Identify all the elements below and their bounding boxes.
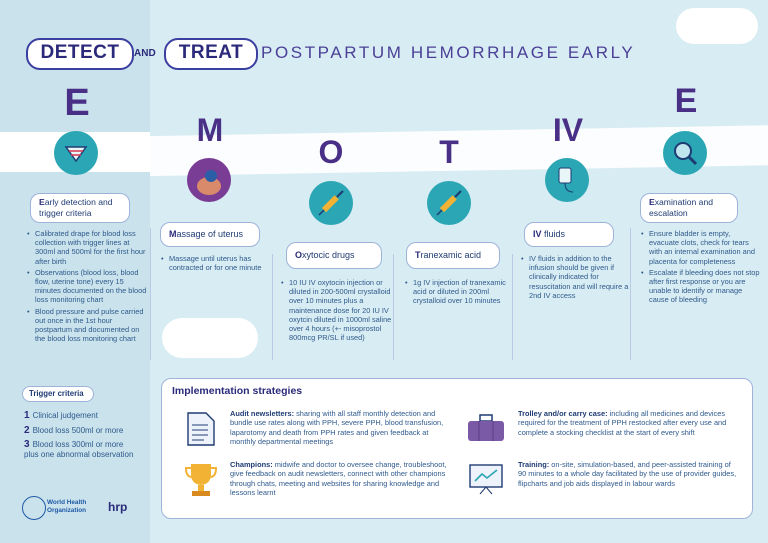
label-examination: Examination and escalation [640,193,738,223]
label-massage: Massage of uterus [160,222,260,247]
list-item: • Escalate if bleeding does not stop after first response or you are unable to identify or manage cause of bleeding [649,268,761,305]
label-tranexamic: Tranexamic acid [406,242,500,269]
list-item: • Massage until uterus has contracted or for one minute [169,254,273,272]
page-title: POSTPARTUM HEMORRHAGE EARLY [261,43,636,62]
presentation-icon [468,461,504,500]
cloud-top-right [676,8,758,44]
syringe-icon-tranexamic [427,181,471,225]
syringe-icon-oxytocic [309,181,353,225]
list-oxytocic [280,278,397,344]
suitcase-icon [466,413,506,448]
hrp-logo: hrp [108,500,128,514]
list-item: • 1g IV injection of tranexamic acid or diluted in 200ml crystalloid over 10 minutes [413,278,513,306]
list-examination [640,229,761,307]
letter-t: T [439,134,459,170]
letter-m: M [196,112,224,148]
letter-e1: E [64,82,90,124]
treat-pill: TREAT [164,38,258,70]
massage-icon [187,158,231,202]
letter-iv: IV [552,112,584,148]
label-early-detection: Early detection and trigger criteria [30,193,130,223]
trigger-item-2: 2 Blood loss 500ml or more [24,425,124,436]
label-iv-fluids: IV fluids [524,222,614,247]
audit-newsletters-text: Audit newsletters: sharing with all staff monthly detection and bundle use rates along with PPH, severe PPH, blood transfusion, laparotomy and death from PPH rates and given feedback at monthly departmental meetings [230,409,444,446]
list-iv-fluids [520,254,633,302]
champions-text: Champions: midwife and doctor to oversee change, troubleshoot, give feedback on audit newsletters, connect with other champions through chats, meeting and websites for sharing knowledge and lessons learnt [230,460,447,497]
training-text: Training: on-site, simulation-based, and peer-assisted training of 90 minutes to a whole day facilitated by the use of provider guides, flipcharts and job aids displayed in labour wards [518,460,737,488]
letter-e2: E [674,82,698,120]
separator-1 [150,228,151,360]
list-item: • Calibrated drape for blood loss collection with trigger lines at 300ml and 500ml for the first hour after birth [35,229,147,266]
list-tranexamic [404,278,513,308]
document-icon [186,411,216,452]
label-oxytocic: Oxytocic drugs [286,242,382,269]
list-item: • Blood pressure and pulse carried out once in the 1st hour postpartum and documented on the blood loss monitoring chart [35,307,147,344]
letter-o: O [318,134,344,170]
trigger-item-3: 3 Blood loss 300ml or more plus one abnormal observation [24,439,134,459]
who-logo [22,496,46,520]
list-item: • Ensure bladder is empty, evacuate clots, check for tears with an internal examination and placenta for completeness [649,229,761,266]
trolley-text: Trolley and/or carry case: including all medicines and devices required for the treatment of PPH restocked after every use and complete a stocking checklist at the start of every shift [518,409,727,437]
list-item: • Observations (blood loss, blood flow, uterine tone) every 15 minutes documented on the blood loss monitoring chart [35,268,147,305]
implementation-panel [161,378,753,519]
iv-bag-icon [545,158,589,202]
list-item: • IV fluids in addition to the infusion should be given if clinically indicated for resuscitation and will require a 2nd IV access [529,254,633,300]
list-massage [160,254,273,274]
implementation-title: Implementation strategies [172,385,303,397]
list-early-detection [26,229,147,345]
who-label: World Health Organization [47,499,87,514]
drape-icon [54,131,98,175]
trigger-criteria-title: Trigger criteria [22,386,94,402]
and-text: AND [134,48,156,59]
magnifier-icon [663,131,707,175]
detect-pill: DETECT [26,38,134,70]
list-item: • 10 IU IV oxytocin injection or diluted in 200-500ml crystalloid over 10 minutes plus a maintenance dose for 20 IU IV oxytcin diluted in 1000ml saline over 4 hours (+- misoprostol 800mcg PR/SL if used) [289,278,397,342]
cloud-middle [162,318,258,358]
trophy-icon [184,461,218,504]
trigger-item-1: 1 Clinical judgement [24,410,98,421]
